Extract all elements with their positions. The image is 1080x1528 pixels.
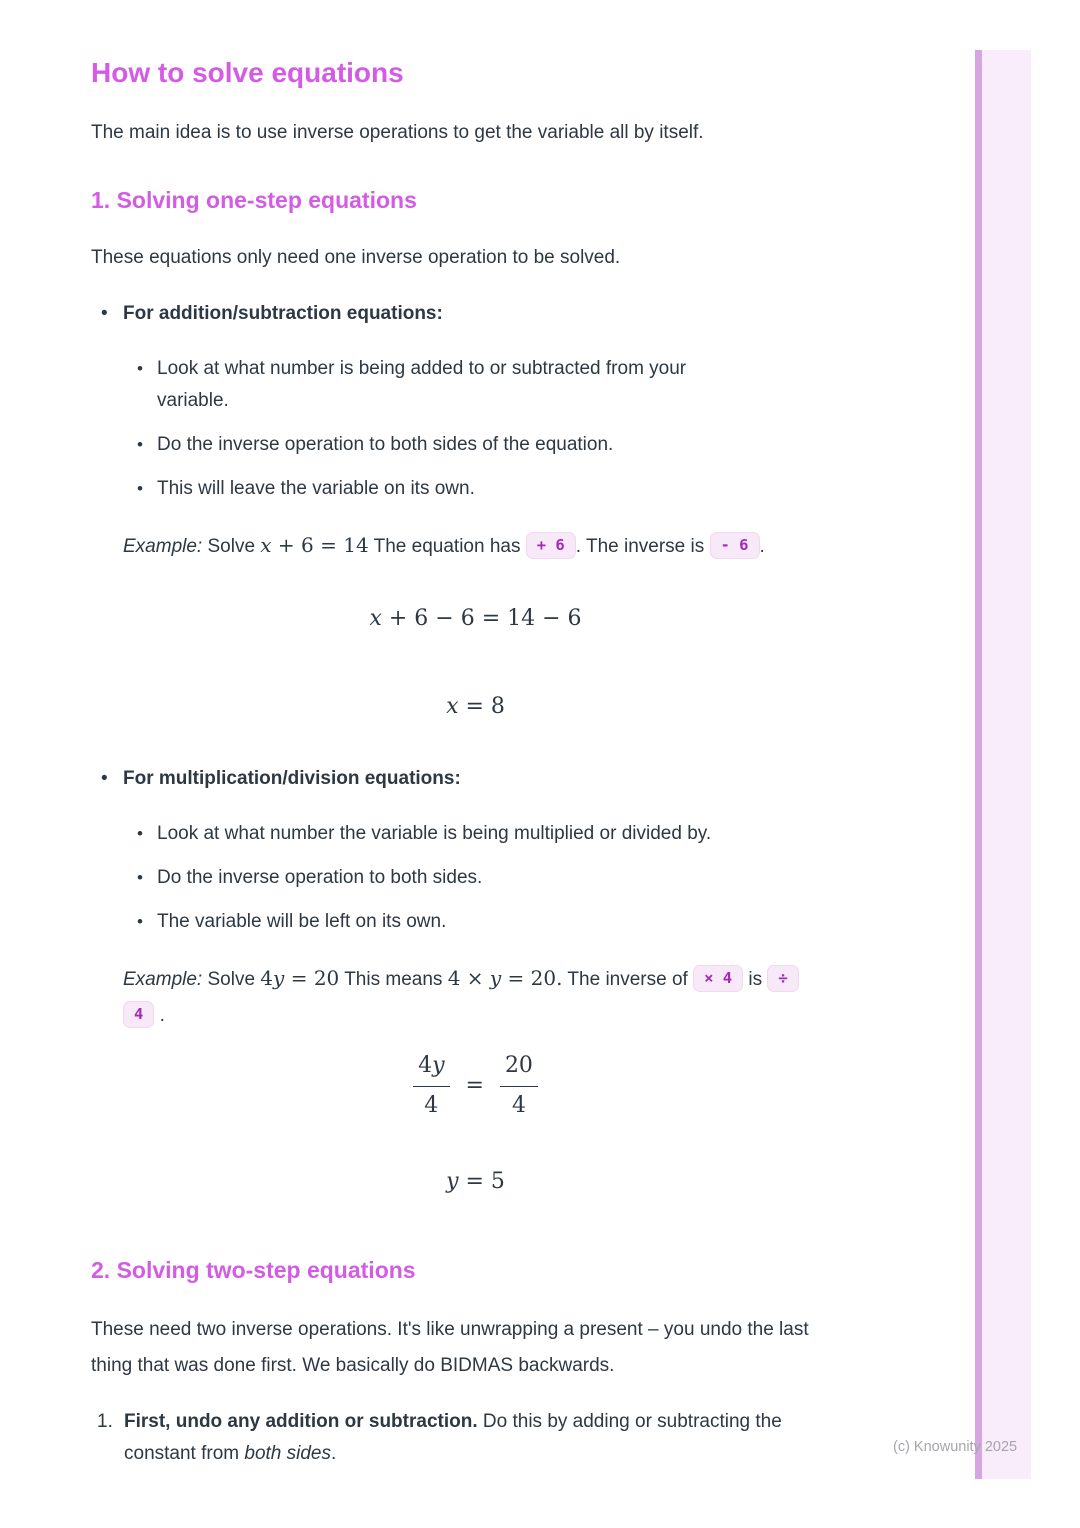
intro-paragraph: The main idea is to use inverse operations to get the variable all by itself. — [91, 122, 704, 143]
bullet-icon: • — [137, 479, 143, 498]
step-number: 1. — [97, 1411, 113, 1432]
example-text: . — [154, 1005, 165, 1026]
list-item — [123, 818, 803, 850]
section-1-intro: These equations only need one inverse operation to be solved. — [91, 247, 621, 268]
list-item — [123, 353, 753, 417]
step-italic-text: both sides — [244, 1443, 332, 1464]
bullet-icon: • — [137, 824, 143, 843]
example-text: . The inverse is — [575, 536, 710, 557]
list-item-addition-subtraction — [91, 298, 828, 723]
bullet-icon: • — [137, 435, 143, 454]
top-level-list — [91, 298, 828, 1198]
fraction-right: $\frac{20}{4}$ — [500, 1050, 538, 1122]
example-text: The inverse of — [562, 969, 694, 990]
muldiv-example — [123, 960, 828, 1034]
point-text: The variable will be left on its own. — [157, 911, 447, 932]
list-item — [123, 473, 787, 505]
bullet-icon: • — [101, 768, 108, 789]
example-text: The equation has — [368, 536, 526, 557]
point-text: Do the inverse operation to both sides. — [157, 867, 483, 888]
list-item — [123, 906, 803, 938]
example-lead: Example: — [123, 536, 203, 557]
inline-math: 4 × y = 20. — [447, 966, 563, 990]
example-text: Solve — [202, 536, 261, 557]
step-bold-text: First, undo any addition or subtraction. — [124, 1411, 478, 1432]
section-2-intro: These need two inverse operations. It's like unwrapping a present – you undo the last thing that was done first. We basically do BIDMAS backwards. — [91, 1319, 809, 1376]
point-text: Look at what number the variable is being multiplied or divided by. — [157, 823, 712, 844]
list-item — [123, 429, 787, 461]
inline-math: x + 6 = 14 — [260, 533, 369, 557]
example-text: This means — [339, 969, 448, 990]
point-text: This will leave the variable on its own. — [157, 478, 475, 499]
addsub-example — [123, 527, 828, 565]
inline-math: 4y = 20 — [260, 966, 340, 990]
step-item-1 — [91, 1406, 828, 1470]
display-equation-fraction — [123, 1050, 828, 1122]
bullet-icon: • — [101, 303, 108, 324]
example-text: Solve — [202, 969, 261, 990]
fraction-left: $\frac{4y}{4}$ — [413, 1050, 449, 1122]
list-item — [123, 862, 803, 894]
bullet-icon: • — [137, 359, 143, 378]
example-lead: Example: — [123, 969, 203, 990]
display-equation-2: x = 8 — [446, 694, 505, 719]
example-text: . — [759, 536, 765, 557]
equals-sign: = — [465, 1073, 484, 1098]
step-text: Do this by adding or subtracting the constant from — [124, 1411, 782, 1464]
display-equation-1: x + 6 − 6 = 14 − 6 — [369, 606, 582, 631]
addsub-label: For addition/subtraction equations: — [123, 303, 443, 324]
bullet-icon: • — [137, 868, 143, 887]
addsub-points — [123, 353, 828, 505]
bullet-icon: • — [137, 912, 143, 931]
section-1-heading: 1. Solving one-step equations — [91, 187, 417, 213]
operation-chip-divide-part2: 4 — [123, 1001, 154, 1028]
list-item-multiplication-division — [91, 763, 828, 1198]
point-text: Look at what number is being added to or subtracted from your variable. — [157, 358, 687, 411]
display-equation-y5: y = 5 — [446, 1169, 505, 1194]
step-text: . — [331, 1443, 337, 1464]
page-title: How to solve equations — [91, 57, 404, 88]
operation-chip-minus-6: - 6 — [710, 532, 760, 559]
operation-chip-divide-part1: ÷ — [767, 965, 798, 992]
section-2-heading: 2. Solving two-step equations — [91, 1257, 416, 1283]
muldiv-points — [123, 818, 828, 938]
example-text: is — [743, 969, 768, 990]
muldiv-label: For multiplication/division equations: — [123, 768, 461, 789]
copyright-text: (c) Knowunity 2025 — [893, 1439, 1018, 1455]
operation-chip-times-4: × 4 — [693, 965, 743, 992]
operation-chip-plus-6: + 6 — [526, 532, 576, 559]
two-step-list — [91, 1406, 828, 1470]
point-text: Do the inverse operation to both sides of the equation. — [157, 434, 614, 455]
